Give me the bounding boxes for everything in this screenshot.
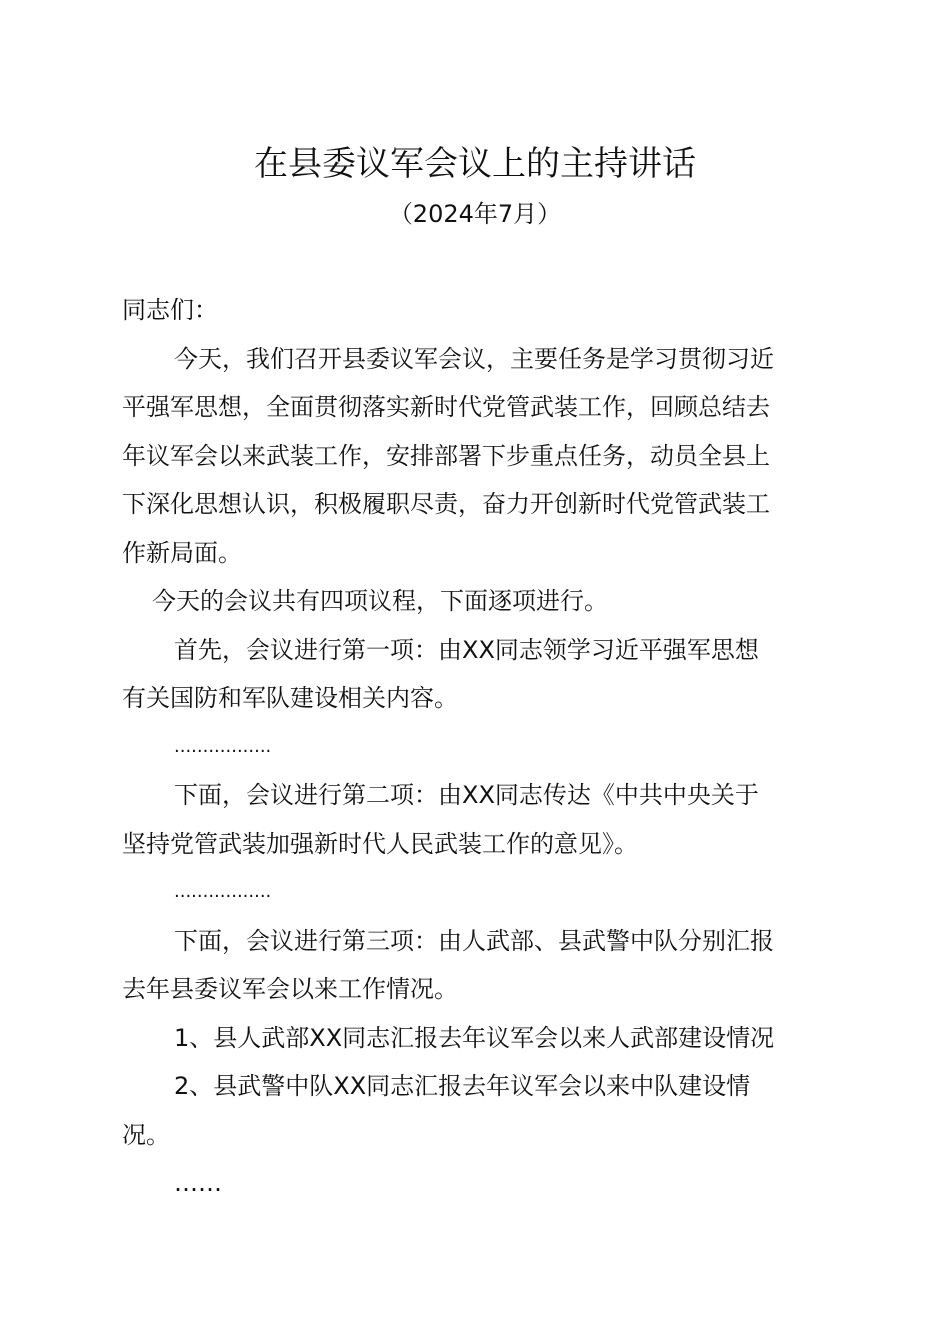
paragraph-line: 况。 bbox=[122, 1120, 170, 1149]
paragraph-line: 平强军思想，全面贯彻落实新时代党管武装工作，回顾总结去 bbox=[122, 393, 770, 421]
list-item: 2、县武警中队XX同志汇报去年议军会以来中队建设情 bbox=[174, 1072, 751, 1100]
paragraph-line: 下面，会议进行第二项：由XX同志传达《中共中央关于 bbox=[174, 781, 759, 809]
paragraph-line: 下深化思想认识，积极履职尽责，奋力开创新时代党管武装工 bbox=[122, 490, 770, 518]
paragraph-line: 今天的会议共有四项议程，下面逐项进行。 bbox=[152, 587, 608, 615]
ellipsis-line: ................. bbox=[174, 735, 272, 757]
paragraph-line: 有关国防和军队建设相关内容。 bbox=[122, 684, 458, 712]
paragraph-line: 下面，会议进行第三项：由人武部、县武警中队分别汇报 bbox=[174, 926, 774, 955]
document-body bbox=[122, 286, 822, 1208]
ellipsis-line: ................. bbox=[174, 881, 272, 902]
paragraph-line: 今天，我们召开县委议军会议，主要任务是学习贯彻习近 bbox=[174, 344, 774, 373]
paragraph-line: 去年县委议军会以来工作情况。 bbox=[122, 975, 458, 1003]
paragraph-line: 坚持党管武装加强新时代人民武装工作的意见》。 bbox=[122, 829, 638, 858]
ellipsis-line: …… bbox=[174, 1169, 222, 1197]
paragraph-line: 年议军会以来武装工作，安排部署下步重点任务，动员全县上 bbox=[122, 441, 770, 470]
list-item: 1、县人武部XX同志汇报去年议军会以来人武部建设情况 bbox=[174, 1023, 775, 1052]
document-title: 在县委议军会议上的主持讲话 bbox=[254, 144, 696, 184]
document-date: （2024年7月） bbox=[388, 200, 562, 228]
paragraph-line: 首先，会议进行第一项：由XX同志领学习近平强军思想 bbox=[174, 635, 759, 664]
paragraph-line: 作新局面。 bbox=[122, 538, 242, 567]
greeting: 同志们： bbox=[122, 296, 218, 324]
